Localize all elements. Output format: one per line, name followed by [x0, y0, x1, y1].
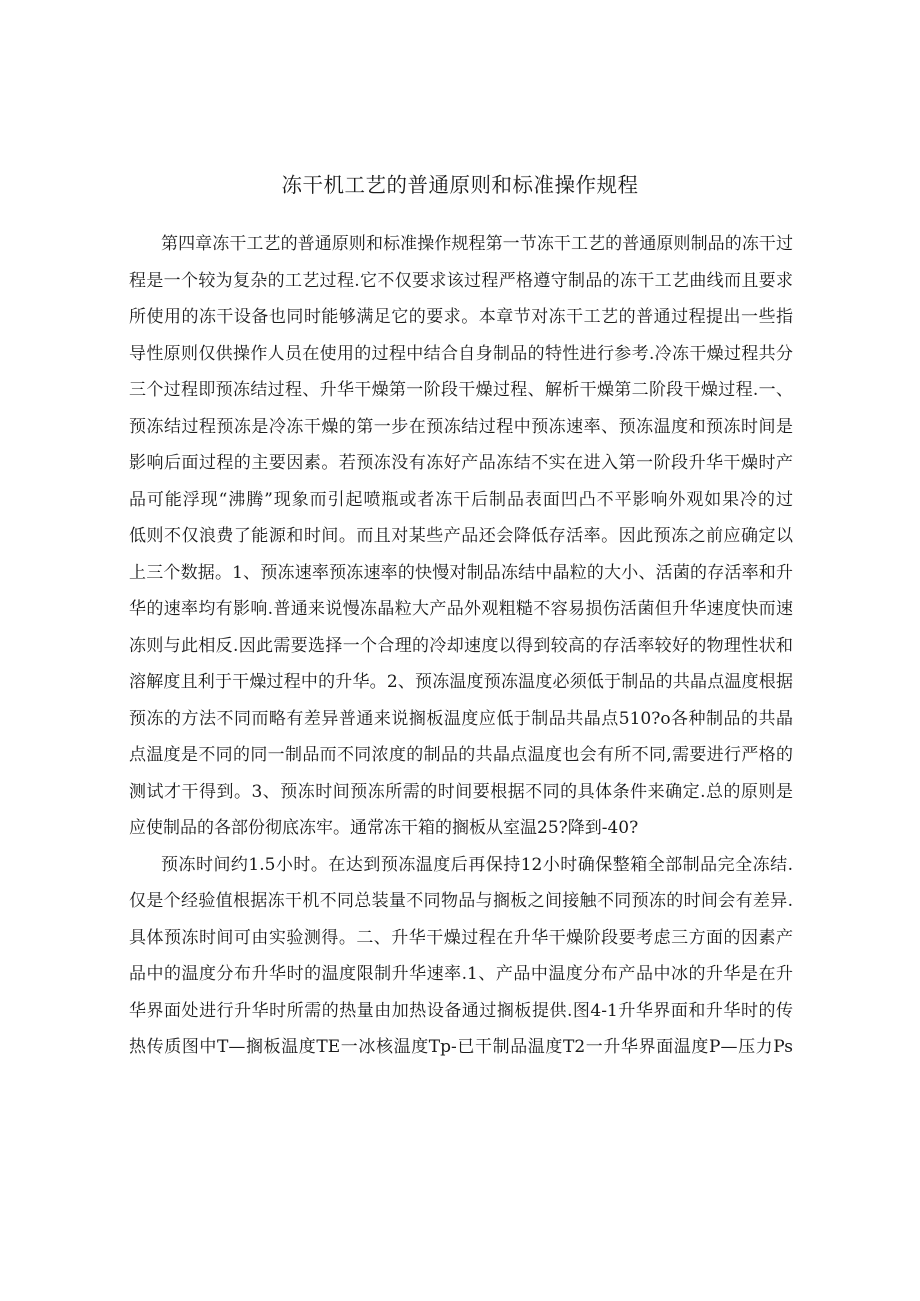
paragraph-line: 冻则与此相反.因此需要选择一个合理的冷却速度以得到较高的存活率较好的物理性状和	[129, 636, 793, 656]
paragraph-line: 测试才干得到。3、预冻时间预冻所需的时间要根据不同的具体条件来确定.总的原则是	[129, 782, 793, 802]
paragraph-line: 导性原则仅供操作人员在使用的过程中结合自身制品的特性进行参考.冷冻干燥过程共分	[129, 344, 793, 364]
paragraph-line: 华界面处进行升华时所需的热量由加热设备通过搁板提供.图4-1升华界面和升华时的传	[129, 1001, 793, 1021]
document-title: 冻干机工艺的普通原则和标准操作规程	[281, 173, 639, 197]
paragraph-line: 应使制品的各部份彻底冻牢。通常冻干箱的搁板从室温25?降到-40?	[129, 818, 639, 838]
paragraph-line: 华的速率均有影响.普通来说慢冻晶粒大产品外观粗糙不容易损伤活菌但升华速度快而速	[129, 599, 793, 619]
paragraph-line: 仅是个经验值根据冻干机不同总装量不同物品与搁板之间接触不同预冻的时间会有差异.	[129, 891, 793, 911]
paragraph-line: 影响后面过程的主要因素。若预冻没有冻好产品冻结不实在进入第一阶段升华干燥时产	[129, 453, 793, 473]
paragraph-line: 品可能浮现“沸腾”现象而引起喷瓶或者冻干后制品表面凹凸不平影响外观如果冷的过	[129, 490, 793, 510]
paragraph-line: 第四章冻干工艺的普通原则和标准操作规程第一节冻干工艺的普通原则制品的冻干过	[161, 234, 793, 254]
paragraph-line: 低则不仅浪费了能源和时间。而且对某些产品还会降低存活率。因此预冻之前应确定以	[129, 526, 793, 546]
paragraph-line: 预冻时间约1.5小时。在达到预冻温度后再保持12小时确保整箱全部制品完全冻结.	[161, 855, 793, 875]
paragraph-line: 预冻结过程预冻是冷冻干燥的第一步在预冻结过程中预冻速率、预冻温度和预冻时间是	[129, 417, 793, 437]
paragraph-line: 上三个数据。1、预冻速率预冻速率的快慢对制品冻结中晶粒的大小、活菌的存活率和升	[129, 563, 793, 583]
paragraph-line: 具体预冻时间可由实验测得。二、升华干燥过程在升华干燥阶段要考虑三方面的因素产	[129, 928, 793, 948]
paragraph-line: 程是一个较为复杂的工艺过程.它不仅要求该过程严格遵守制品的冻干工艺曲线而且要求	[129, 271, 793, 291]
paragraph-line: 热传质图中T—搁板温度TE一冰核温度Tp-已干制品温度T2一升华界面温度P—压力Ps	[129, 1037, 793, 1057]
paragraph-line: 点温度是不同的同一制品而不同浓度的制品的共晶点温度也会有所不同,需要进行严格的	[129, 745, 793, 765]
paragraph-line: 所使用的冻干设备也同时能够满足它的要求。本章节对冻干工艺的普通过程提出一些指	[129, 307, 793, 327]
paragraph-line: 三个过程即预冻结过程、升华干燥第一阶段干燥过程、解析干燥第二阶段干燥过程.一、	[129, 380, 793, 400]
paragraph-line: 品中的温度分布升华时的温度限制升华速率.1、产品中温度分布产品中冰的升华是在升	[129, 964, 793, 984]
paragraph-line: 溶解度且利于干燥过程中的升华。2、预冻温度预冻温度必须低于制品的共晶点温度根据	[129, 672, 793, 692]
paragraph-line: 预冻的方法不同而略有差异普通来说搁板温度应低于制品共晶点510?o各种制品的共晶	[129, 709, 793, 729]
